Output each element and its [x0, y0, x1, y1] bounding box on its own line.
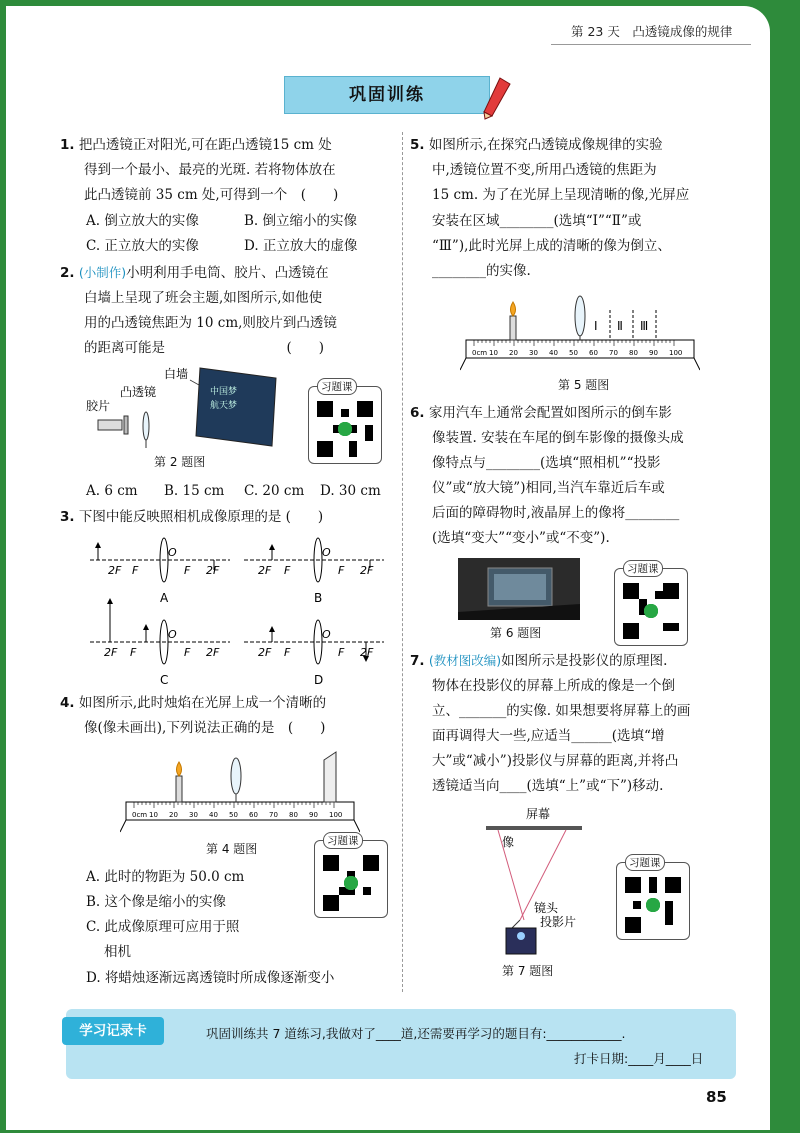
- q5-caption: 第 5 题图: [558, 378, 610, 392]
- qr-icon: [317, 401, 373, 457]
- ruler-tick-label: 30: [529, 349, 538, 357]
- qr-code-q4[interactable]: [314, 835, 388, 918]
- q1-line-3: 此凸透镜前 35 cm 处,可得到一个 ( ): [84, 187, 339, 203]
- b-f-right: F: [338, 564, 345, 577]
- q2-figure: [80, 364, 300, 454]
- q5-optical-bench: [460, 288, 700, 372]
- q2-caption: 第 2 题图: [154, 455, 206, 469]
- record-date: 打卡日期:____月____日: [574, 1051, 704, 1066]
- lens-shape: [575, 296, 585, 336]
- ruler-tick-label: 40: [209, 811, 218, 819]
- record-text: 巩固训练共 7 道练习,我做对了____道,还需要再学习的题目有:____________.: [206, 1026, 626, 1041]
- light-screen: [324, 752, 336, 802]
- q1-line-1: [60, 134, 332, 156]
- b-label: B: [314, 591, 323, 605]
- b-f-left: F: [284, 564, 291, 577]
- ruler-tick-label: 20: [169, 811, 178, 819]
- ruler-tick-label: 10: [489, 349, 498, 357]
- c-2f-right: 2F: [206, 646, 220, 659]
- q6-line-2: 像装置. 安装在车尾的倒车影像的摄像头成: [432, 430, 684, 446]
- ruler-tick-label: 30: [189, 811, 198, 819]
- q7-tag: (教材图改编): [428, 653, 502, 668]
- candle: [510, 316, 516, 340]
- d-label: D: [314, 673, 324, 687]
- region-3: Ⅲ: [640, 319, 649, 333]
- q1-text: 把凸透镜正对阳光,可在距凸透镜15 cm 处: [78, 137, 332, 153]
- q1-line-2: 得到一个最小、最亮的光斑. 若将物体放在: [84, 162, 336, 178]
- qr-label: 习题课: [623, 560, 663, 577]
- q2-option-c: C. 20 cm: [244, 483, 305, 499]
- page-number: 85: [706, 1088, 727, 1106]
- projector-box: [506, 928, 536, 954]
- q5-line-4: 安装在区域________(选填“Ⅰ”“Ⅱ”或: [432, 213, 642, 229]
- diagram-c: [90, 598, 230, 687]
- q7-line-1: [410, 650, 667, 672]
- qr-icon: [323, 855, 379, 911]
- q1-number: 1.: [60, 137, 75, 153]
- q2-line-2: 白墙上呈现了班会主题,如图所示,如他使: [84, 290, 323, 306]
- q6-line-3: 像特点与________(选填“照相机”“投影: [432, 455, 661, 471]
- q5-line-3: 15 cm. 为了在光屏上呈现清晰的像,光屏应: [432, 187, 690, 203]
- ruler-tick-label: 70: [269, 811, 278, 819]
- q7-line-6: 透镜适当向____(选填“上”或“下”)移动.: [432, 778, 664, 794]
- b-2f-left: 2F: [258, 564, 272, 577]
- q2-option-d: D. 30 cm: [320, 483, 381, 499]
- a-f-right: F: [184, 564, 191, 577]
- q3-line: [60, 506, 323, 528]
- ruler-tick-label: 0cm: [472, 349, 488, 357]
- flame-icon: [511, 302, 516, 316]
- qr-label: 习题课: [625, 854, 665, 871]
- ruler-tick-label: 60: [589, 349, 598, 357]
- qr-code-q7[interactable]: [616, 857, 690, 940]
- q3-number: 3.: [60, 509, 75, 525]
- q4-option-d: D. 将蜡烛逐渐远离透镜时所成像逐渐变小: [86, 970, 335, 986]
- qr-code-q2[interactable]: [308, 381, 382, 464]
- q4-line-2: 像(像未画出),下列说法正确的是 ( ): [84, 720, 326, 736]
- a-label: A: [160, 591, 169, 605]
- ruler-tick-label: 100: [329, 811, 343, 819]
- qr-icon: [623, 583, 679, 639]
- q6-number: 6.: [410, 405, 425, 421]
- q4-option-a: A. 此时的物距为 50.0 cm: [86, 869, 245, 885]
- ruler-tick-label: 90: [309, 811, 318, 819]
- q6-photo: [458, 558, 580, 620]
- q7-number: 7.: [410, 653, 425, 669]
- q7-caption: 第 7 题图: [502, 964, 554, 978]
- q2-option-b: B. 15 cm: [164, 483, 225, 499]
- region-1: Ⅰ: [594, 319, 598, 333]
- ruler-tick-label: 100: [669, 349, 683, 357]
- qr-icon: [625, 877, 681, 933]
- ruler-tick-label: 0cm: [132, 811, 148, 819]
- b-o: O: [322, 546, 331, 559]
- c-label: C: [160, 673, 169, 687]
- film-slide: [124, 416, 128, 434]
- screen-text-2: 航天梦: [210, 401, 238, 411]
- d-2f-right: 2F: [360, 646, 374, 659]
- q2-option-a: A. 6 cm: [86, 483, 138, 499]
- qr-label: 习题课: [323, 832, 363, 849]
- q7-line-3: 立、_______的实像. 如果想要将屏幕上的画: [432, 703, 691, 719]
- q7-line-2: 物体在投影仪的屏幕上所成的像是一个倒: [432, 678, 675, 694]
- q6-line-5: 后面的障碍物时,液晶屏上的像将________: [432, 505, 680, 521]
- ruler-tick-label: 10: [149, 811, 158, 819]
- label-slide: 投影片: [540, 915, 577, 929]
- projector-screen: [486, 826, 582, 830]
- q5-line-2: 中,透镜位置不变,所用凸透镜的焦距为: [432, 162, 657, 178]
- q2-tag: (小制作): [78, 265, 127, 280]
- diagram-a: [90, 538, 230, 605]
- q5-line-1: [410, 134, 663, 156]
- c-f-right: F: [184, 646, 191, 659]
- label-film: 胶片: [86, 399, 111, 413]
- flame-icon: [177, 762, 182, 776]
- qr-code-q6[interactable]: [614, 563, 688, 646]
- header-rule: [551, 44, 751, 45]
- label-wall: 白墙: [164, 367, 189, 381]
- q3-text: 下图中能反映照相机成像原理的是 ( ): [78, 509, 324, 525]
- lens-shape: [231, 758, 241, 794]
- q6-caption: 第 6 题图: [490, 626, 542, 640]
- q2-text: 小明利用手电筒、胶片、凸透镜在: [126, 265, 329, 281]
- q6-line-4: 仪”或“放大镜”)相同,当汽车靠近后车或: [432, 480, 665, 496]
- a-f-left: F: [132, 564, 139, 577]
- d-2f-left: 2F: [258, 646, 272, 659]
- section-banner: [284, 76, 490, 114]
- q7-projector-figure: [480, 804, 600, 958]
- ruler-tick-label: 50: [229, 811, 238, 819]
- q4-number: 4.: [60, 695, 75, 711]
- study-record-card: [66, 1009, 736, 1079]
- region-2: Ⅱ: [617, 319, 623, 333]
- qr-label: 习题课: [317, 378, 357, 395]
- q1-option-b: B. 倒立缩小的实像: [244, 213, 358, 229]
- label-image: 像: [502, 835, 515, 849]
- pencil-icon: [482, 76, 512, 120]
- c-o: O: [168, 628, 177, 641]
- a-o: O: [168, 546, 177, 559]
- ruler-tick-label: 90: [649, 349, 658, 357]
- ruler-tick-label: 70: [609, 349, 618, 357]
- q2-line-4: 的距离可能是 ( ): [84, 340, 325, 356]
- a-2f-right: 2F: [206, 564, 220, 577]
- q5-line-6: ________的实像.: [432, 263, 531, 279]
- q2-line-1: [60, 262, 329, 284]
- b-2f-right: 2F: [360, 564, 374, 577]
- ruler-tick-label: 60: [249, 811, 258, 819]
- q5-number: 5.: [410, 137, 425, 153]
- q4-caption: 第 4 题图: [206, 842, 258, 856]
- q6-text: 家用汽车上通常会配置如图所示的倒车影: [428, 405, 672, 421]
- ruler-tick-label: 20: [509, 349, 518, 357]
- page-header: 第 23 天 凸透镜成像的规律: [571, 24, 733, 39]
- d-o: O: [322, 628, 331, 641]
- q4-option-c-cont: 相机: [104, 944, 131, 960]
- flashlight-icon: [98, 420, 122, 430]
- q4-option-c: C. 此成像原理可应用于照: [86, 919, 240, 935]
- a-2f-left: 2F: [108, 564, 122, 577]
- q7-text: 如图所示是投影仪的原理图.: [501, 653, 668, 669]
- q4-text: 如图所示,此时烛焰在光屏上成一个清晰的: [78, 695, 327, 711]
- q3-figure: [84, 530, 394, 690]
- page: [6, 6, 770, 1130]
- c-2f-left: 2F: [104, 646, 118, 659]
- q2-number: 2.: [60, 265, 75, 281]
- column-divider: [402, 132, 403, 992]
- ruler-tick-label: 80: [289, 811, 298, 819]
- candle: [176, 776, 182, 802]
- label-lens: 凸透镜: [120, 385, 157, 399]
- label-projector-lens: 镜头: [534, 901, 559, 915]
- q5-text: 如图所示,在探究凸透镜成像规律的实验: [428, 137, 663, 153]
- q7-line-4: 面再调得大一些,应适当______(选填“增: [432, 728, 665, 744]
- q1-option-c: C. 正立放大的实像: [86, 238, 199, 254]
- q4-option-b: B. 这个像是缩小的实像: [86, 894, 227, 910]
- q4-optical-bench: [120, 746, 360, 836]
- banner-title: 巩固训练: [349, 85, 425, 105]
- q6-line-6: (选填“变大”“变小”或“不变”).: [432, 530, 610, 546]
- screen-text-1: 中国梦: [210, 387, 238, 397]
- q1-option-a: A. 倒立放大的实像: [86, 213, 199, 229]
- record-tag: 学习记录卡: [62, 1017, 164, 1045]
- q4-line-1: [60, 692, 326, 714]
- q7-line-5: 大”或“减小”)投影仪与屏幕的距离,并将凸: [432, 753, 679, 769]
- lens-shape: [143, 412, 149, 440]
- q2-line-3: 用的凸透镜焦距为 10 cm,则胶片到凸透镜: [84, 315, 337, 331]
- q1-option-d: D. 正立放大的虚像: [244, 238, 358, 254]
- ruler-tick-label: 40: [549, 349, 558, 357]
- d-f-left: F: [284, 646, 291, 659]
- diagram-b: [244, 538, 384, 605]
- c-f-left: F: [130, 646, 137, 659]
- ruler-tick-label: 80: [629, 349, 638, 357]
- label-screen: 屏幕: [526, 807, 551, 821]
- ruler-tick-label: 50: [569, 349, 578, 357]
- d-f-right: F: [338, 646, 345, 659]
- diagram-d: [244, 620, 384, 687]
- q5-line-5: “Ⅲ”),此时光屏上成的清晰的像为倒立、: [432, 238, 671, 254]
- q6-line-1: [410, 402, 672, 424]
